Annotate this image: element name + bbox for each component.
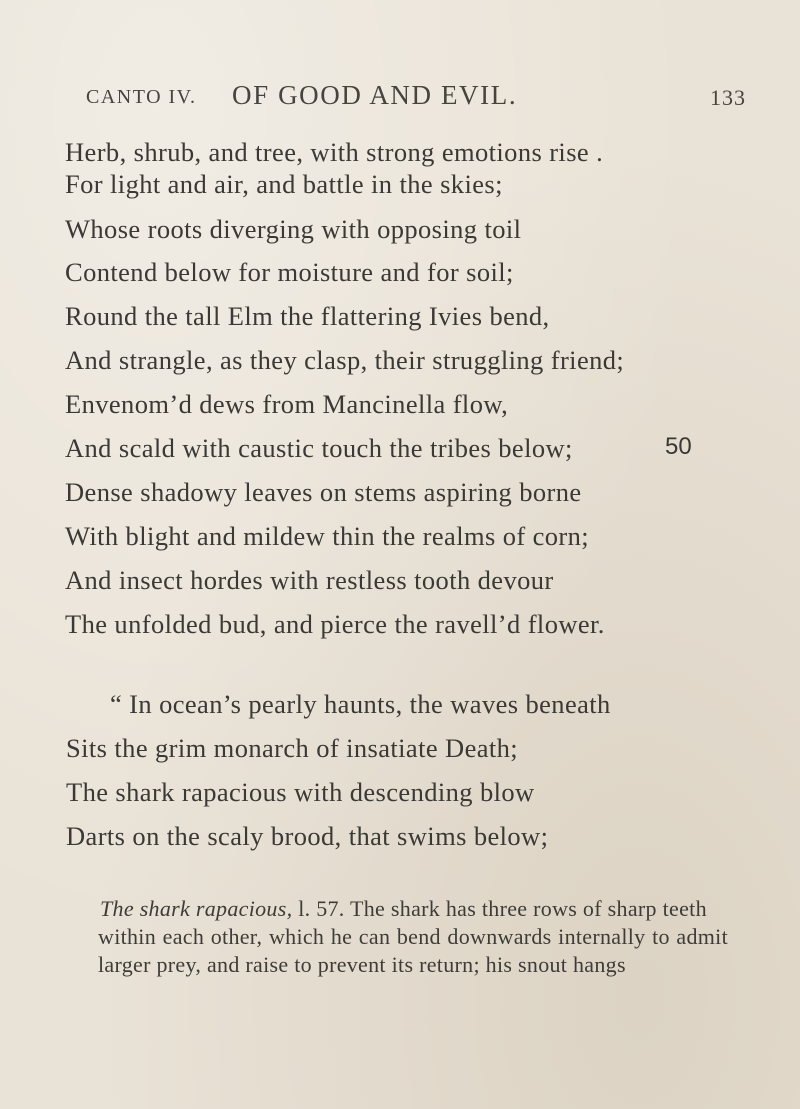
verse-line: The unfolded bud, and pierce the ravell’d flower. bbox=[65, 609, 605, 639]
verse-line: And strangle, as they clasp, their struggling friend; bbox=[65, 345, 625, 375]
running-header bbox=[86, 80, 746, 120]
verse-line: And insect hordes with restless tooth devour bbox=[65, 565, 554, 595]
verse-line: For light and air, and battle in the skies; bbox=[65, 169, 503, 199]
verse-line: Herb, shrub, and tree, with strong emotions rise . bbox=[65, 137, 604, 167]
verse-line: Dense shadowy leaves on stems aspiring borne bbox=[65, 477, 582, 507]
footnote-ref: l. 57. bbox=[292, 896, 345, 921]
line-number: 50 bbox=[665, 433, 692, 460]
canto-label: CANTO IV. bbox=[86, 86, 197, 108]
verse-line: Whose roots diverging with opposing toil bbox=[65, 214, 522, 244]
verse-line: “ In ocean’s pearly haunts, the waves beneath bbox=[110, 689, 611, 719]
footnote-text: The shark has three rows of sharp teeth bbox=[344, 896, 707, 921]
verse-line: Darts on the scaly brood, that swims below; bbox=[66, 821, 549, 851]
footnote bbox=[100, 895, 728, 979]
verse-line: Contend below for moisture and for soil; bbox=[65, 257, 514, 287]
verse-line: With blight and mildew thin the realms of corn; bbox=[65, 521, 590, 551]
footnote-label: The shark rapacious, bbox=[100, 896, 293, 921]
verse-line: Round the tall Elm the flattering Ivies bend, bbox=[65, 301, 550, 331]
verse-line: And scald with caustic touch the tribes below; bbox=[65, 433, 573, 463]
verse-line: Envenom’d dews from Mancinella flow, bbox=[65, 389, 509, 419]
verse-line: The shark rapacious with descending blow bbox=[66, 777, 535, 807]
footnote-continuation: within each other, which he can bend downwards internally to admit larger prey, and raise to prevent its return; his snout hangs bbox=[98, 924, 728, 977]
chapter-title: OF GOOD AND EVIL. bbox=[232, 80, 518, 110]
page-number: 133 bbox=[710, 85, 746, 110]
verse-line: Sits the grim monarch of insatiate Death; bbox=[66, 733, 519, 763]
